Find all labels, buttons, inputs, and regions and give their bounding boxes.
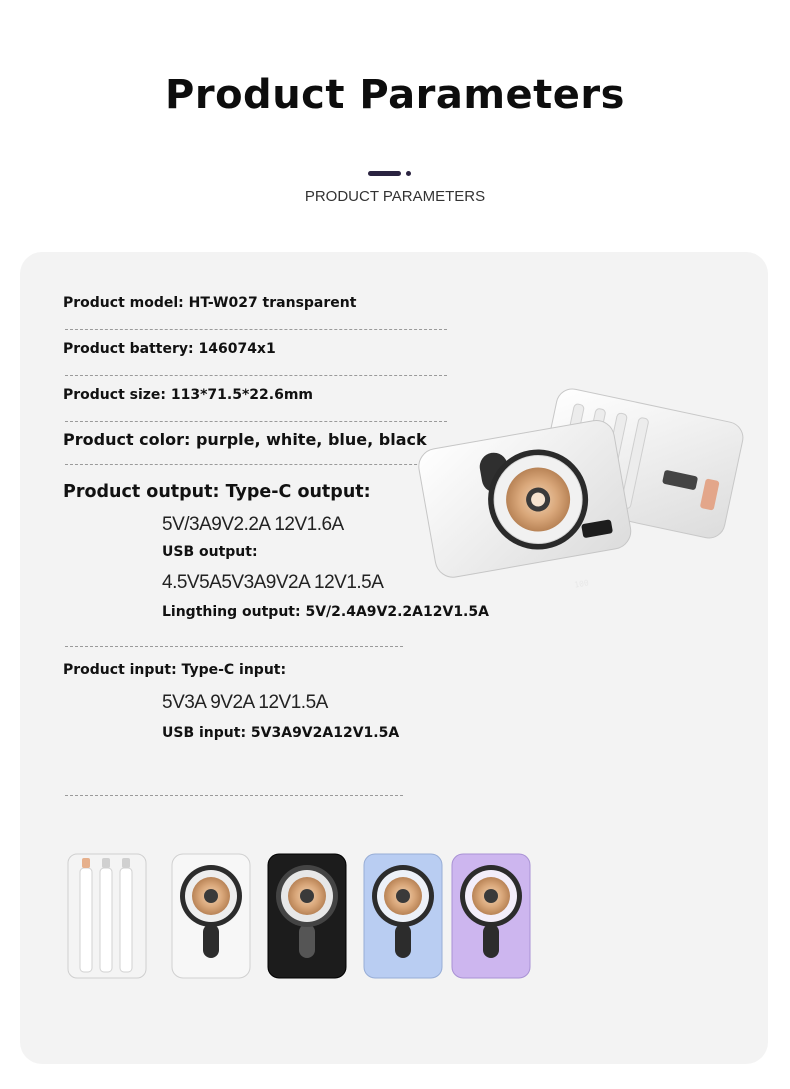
- spec-typec-output-value: 5V/3A9V2.2A 12V1.6A: [162, 514, 344, 535]
- underline-bar: [368, 171, 401, 176]
- divider: [65, 464, 447, 465]
- color-variants: [66, 852, 536, 982]
- spec-output-heading: Product output: Type-C output:: [63, 482, 371, 502]
- spec-size: Product size: 113*71.5*22.6mm: [63, 387, 314, 403]
- spec-model: Product model: HT-W027 transparent: [63, 295, 357, 311]
- divider: [65, 421, 447, 422]
- divider: [65, 329, 447, 330]
- variant-black: [268, 854, 346, 978]
- page-subtitle: PRODUCT PARAMETERS: [304, 188, 486, 205]
- spec-usb-output-label: USB output:: [162, 544, 258, 560]
- variant-blue: [364, 854, 442, 978]
- spec-color: Product color: purple, white, blue, black: [63, 430, 427, 449]
- display-readout: 100: [573, 578, 590, 590]
- underline-dot: [406, 171, 411, 176]
- page-title: Product Parameters: [165, 72, 625, 118]
- divider: [65, 375, 447, 376]
- spec-input-heading: Product input: Type-C input:: [63, 662, 287, 678]
- power-bank-illustration: [412, 380, 764, 620]
- divider: [65, 795, 403, 796]
- divider: [65, 646, 403, 647]
- variant-white-cables: [68, 854, 146, 978]
- title-underline-mark: [368, 171, 414, 176]
- variant-purple: [452, 854, 530, 978]
- variant-white: [172, 854, 250, 978]
- spec-usb-output-value: 4.5V5A5V3A9V2A 12V1.5A: [162, 572, 384, 593]
- spec-typec-input-value: 5V3A 9V2A 12V1.5A: [162, 692, 328, 713]
- spec-usb-input: USB input: 5V3A9V2A12V1.5A: [162, 725, 400, 741]
- spec-battery: Product battery: 146074x1: [63, 341, 276, 357]
- spec-lightning-output: Lingthing output: 5V/2.4A9V2.2A12V1.5A: [162, 604, 489, 620]
